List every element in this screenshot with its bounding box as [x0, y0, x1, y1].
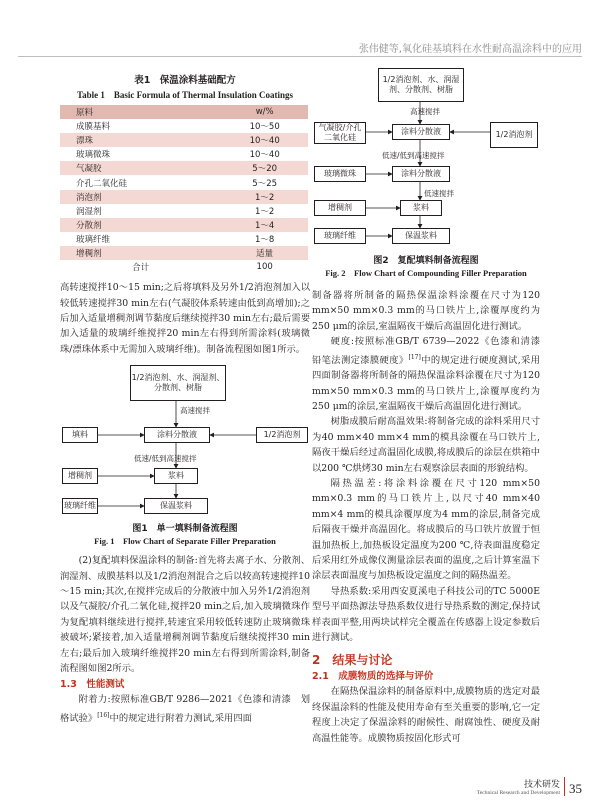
fig2-thickener-box: 增稠剂: [314, 200, 366, 216]
hardness-text-a: 硬度:按照标准GB/T 6739—2022《色漆和清漆 铅笔法测定漆膜硬度》: [312, 336, 550, 366]
table1-cell-material: 气凝胶: [76, 164, 102, 175]
running-header: 张伟健等,氧化硅基填料在水性耐高温涂料中的应用: [358, 44, 582, 55]
table1-cell-material: 增稠剂: [76, 248, 102, 259]
right-paragraph-5: 导热系数:采用西安夏溪电子科技公司的TC 5000E型号平面热源法导热系数仪进行导热系数的测定,保持试样表面平整,用两块试样完全覆盖在传感器上设定参数后进行测试。: [312, 585, 540, 644]
page-footer: [477, 777, 582, 796]
hardness-text-b: 中的规定进行硬度测试,采用四面制备器将所制备的隔热保温涂料涂覆在尺寸为120 mm×50 mm×0.3 mm的马口铁片上,涂覆厚度约为250 μm的涂层,室温隔夜干燥后高温固化进行测试。: [312, 354, 540, 412]
table1-row: [60, 119, 308, 133]
table1-cell-fraction: 1～8: [255, 234, 275, 245]
table1-row: [60, 246, 308, 260]
fig2-dispersion-box: 涂料分散液: [392, 124, 450, 140]
page-number: 35: [569, 781, 582, 796]
table1-caption-en: Table 1 Basic Formula of Thermal Insulation Coatings: [76, 90, 294, 100]
fig1-high-speed-label: 高速搅拌: [180, 406, 210, 416]
left-column: [60, 66, 310, 726]
right-paragraph-4: 隔热温差:将涂料涂覆在尺寸120 mm×50 mm×0.3 mm的马口铁片上,以尺寸40 mm×40 mm×4 mm的模具涂覆厚度为4 mm的涂层,制备完成后隔夜干燥并高温固化。将成膜后的马口铁片放置于恒温加热板上,加热板设定温度为200 ℃,待表面温度稳定后采用红外成像仪测量涂层表面的温度,之后计算室温下涂层表面温度与加热板设定温度之间的隔热温差。: [312, 477, 540, 582]
figure2-caption-en: Fig. 2 Flow Chart of Compounding Filler Preparation: [325, 268, 527, 278]
figure1-caption-cn: 图1 单一填料制备流程图: [132, 524, 238, 535]
table1-cell-material: 润湿剂: [76, 206, 102, 217]
table1-cell-fraction: 10～40: [249, 150, 280, 161]
header-rule: [18, 56, 582, 57]
fig1-thickener-box: 增稠剂: [62, 468, 98, 484]
table1-row: [60, 218, 308, 232]
table1-row: [60, 175, 308, 189]
table1-header-row: [60, 105, 308, 119]
table1-cell-material: 介孔二氧化硅: [76, 178, 128, 189]
fig1-slurry-box: 浆料: [154, 468, 198, 484]
journal-name-cn: 技术研发: [523, 780, 560, 790]
table1-cell-material: 漂珠: [76, 136, 94, 147]
right-column: [312, 66, 550, 746]
table1-row: [60, 133, 308, 147]
table1-col-fraction: w/%: [255, 107, 274, 118]
fig2-dispersion2-box: 涂料分散液: [392, 166, 450, 182]
adhesion-text-a: 附着力:按照标准GB/T 9286—2021《色漆和清漆 划格试验》: [60, 694, 310, 724]
journal-name-en: Technical Research and Development: [476, 790, 560, 796]
fig1-materials-box: 1/2消泡剂、水、润湿剂、分散剂、树脂: [130, 365, 226, 401]
section-2-title: 2 结果与讨论: [312, 653, 393, 668]
fig2-product-box: 保温浆料: [392, 228, 450, 244]
fig1-low-speed-label: 低速/低到高速搅拌: [134, 454, 197, 464]
figure1-caption-en: Fig. 1 Flow Chart of Separate Filler Preparation: [94, 536, 276, 547]
left-paragraph-1: 高转速搅拌10～15 min;之后将填料及另外1/2消泡剂加入以较低转速搅拌30 min左右(气凝胶体系转速由低到高增加);之后加入适量增稠剂调节黏度后继续搅拌30 min左右;最后需要加入适量的玻璃纤维搅拌20 min左右得到所需涂料(玻璃微珠/漂珠体系中无需加入玻璃纤维)。制备流程图如图1所示。: [60, 282, 310, 355]
fig2-fiber-box: 玻璃纤维: [314, 228, 366, 244]
right-paragraph-2: [312, 334, 550, 414]
table1-cell-material: 玻璃纤维: [76, 234, 111, 245]
table1-cell-fraction: 100: [256, 262, 273, 273]
left-paragraph-2: (2)复配填料保温涂料的制备:首先将去离子水、分散剂、润湿剂、成膜基料以及1/2消泡剂混合之后以较高转速搅拌10～15 min;其次,在搅拌完成后的分散液中加入另外1/2消泡剂以及气凝胶/介孔二氧化硅,搅拌20 min之后,加入玻璃微珠作为复配填料继续进行搅拌,转速宜采用较低转速防止玻璃微珠被破坏;紧接着,加入适量增稠剂调节黏度后继续搅拌30 min左右;最后加入玻璃纤维搅拌20 min左右得到所需涂料,制备流程图如图2所示。: [60, 555, 310, 674]
table1-cell-fraction: 5～25: [252, 178, 278, 189]
table1-row: [60, 232, 308, 246]
fig2-glass-box: 玻璃微珠: [314, 166, 366, 182]
ref-16: [16]: [97, 711, 110, 719]
table1-row: [60, 190, 308, 204]
journal-mark: [477, 777, 565, 796]
table1-row: [60, 260, 308, 274]
table1-cell-material: 成膜基料: [76, 122, 111, 133]
table1-row: [60, 204, 308, 218]
fig2-low-speed2-label: 低速搅拌: [424, 189, 454, 198]
table1-cell-material: 消泡剂: [76, 192, 102, 203]
fig1-product-box: 保温浆料: [144, 498, 208, 514]
section-1-3-title: 1.3 性能测试: [60, 679, 125, 691]
right-paragraph-3: 树脂成膜后耐高温效果:将制备完成的涂料采用尺寸为40 mm×40 mm×4 mm的模具涂覆在马口铁片上,隔夜干燥后经过高温固化成膜,将成膜后的涂层在烘箱中以200 ℃烘烤30 min左右观察涂层表面的形貌结构。: [312, 416, 540, 474]
table1-cell-fraction: 1～2: [255, 192, 275, 203]
right-paragraph-1: 制备器将所制备的隔热保温涂料涂覆在尺寸为120 mm×50 mm×0.3 mm的马口铁片上,涂覆厚度约为250 μm的涂层,室温隔夜干燥后高温固化进行测试。: [312, 290, 540, 332]
section-2-1-title: 2.1 成膜物质的选择与评价: [312, 671, 434, 683]
figure1: [60, 363, 310, 549]
fig2-materials-box: 1/2消泡剂、水、润湿剂、分散剂、树脂: [378, 68, 464, 102]
fig2-slurry-box: 浆料: [400, 200, 442, 216]
fig2-defoamer-box: 1/2消泡剂: [490, 122, 538, 148]
table1-cell-material: 分散剂: [76, 220, 102, 231]
figure2: [312, 66, 540, 284]
right-paragraph-6: 在隔热保温涂料的制备原料中,成膜物质的选定对最终保温涂料的性能及使用寿命有至关重要的影响,它一定程度上决定了保温涂料的耐候性、耐腐蚀性、硬度及耐高温性能等。成膜物质按固化形式可: [312, 686, 540, 744]
table1-row: [60, 147, 308, 161]
ref-17: [17]: [408, 353, 421, 361]
table1-cell-fraction: 5～20: [252, 164, 278, 175]
table1-col-material: 原料: [76, 108, 94, 119]
adhesion-text-b: 中的规定进行附着力测试,采用四面: [109, 712, 252, 724]
fig1-fiber-box: 玻璃纤维: [62, 498, 98, 514]
fig2-low-speed-label: 低速/低到高速搅拌: [382, 151, 445, 160]
fig2-high-speed-label: 高速搅拌: [410, 107, 440, 116]
table1-cell-fraction: 1～2: [255, 206, 275, 217]
left-paragraph-3: [60, 692, 310, 726]
fig1-defoamer-box: 1/2消泡剂: [256, 427, 308, 443]
fig1-filler-box: 填料: [62, 427, 98, 443]
table1: [60, 105, 308, 274]
fig2-aerogel-box: 气凝胶/介孔二氧化硅: [314, 122, 366, 144]
table1-row: [60, 161, 308, 175]
table1-caption-cn: 表1 保温涂料基础配方: [134, 75, 236, 86]
fig1-dispersion-box: 涂料分散液: [144, 427, 210, 443]
table1-cell-material: 玻璃微珠: [76, 150, 111, 161]
table1-cell-fraction: 10～50: [249, 122, 280, 133]
table1-cell-fraction: 10～40: [249, 136, 280, 147]
table1-cell-material: 合计: [132, 263, 150, 274]
table1-body: [60, 119, 308, 274]
table1-cell-fraction: 1～4: [255, 220, 275, 231]
table1-cell-fraction: 适量: [256, 248, 274, 259]
figure2-caption-cn: 图2 复配填料制备流程图: [373, 256, 479, 266]
